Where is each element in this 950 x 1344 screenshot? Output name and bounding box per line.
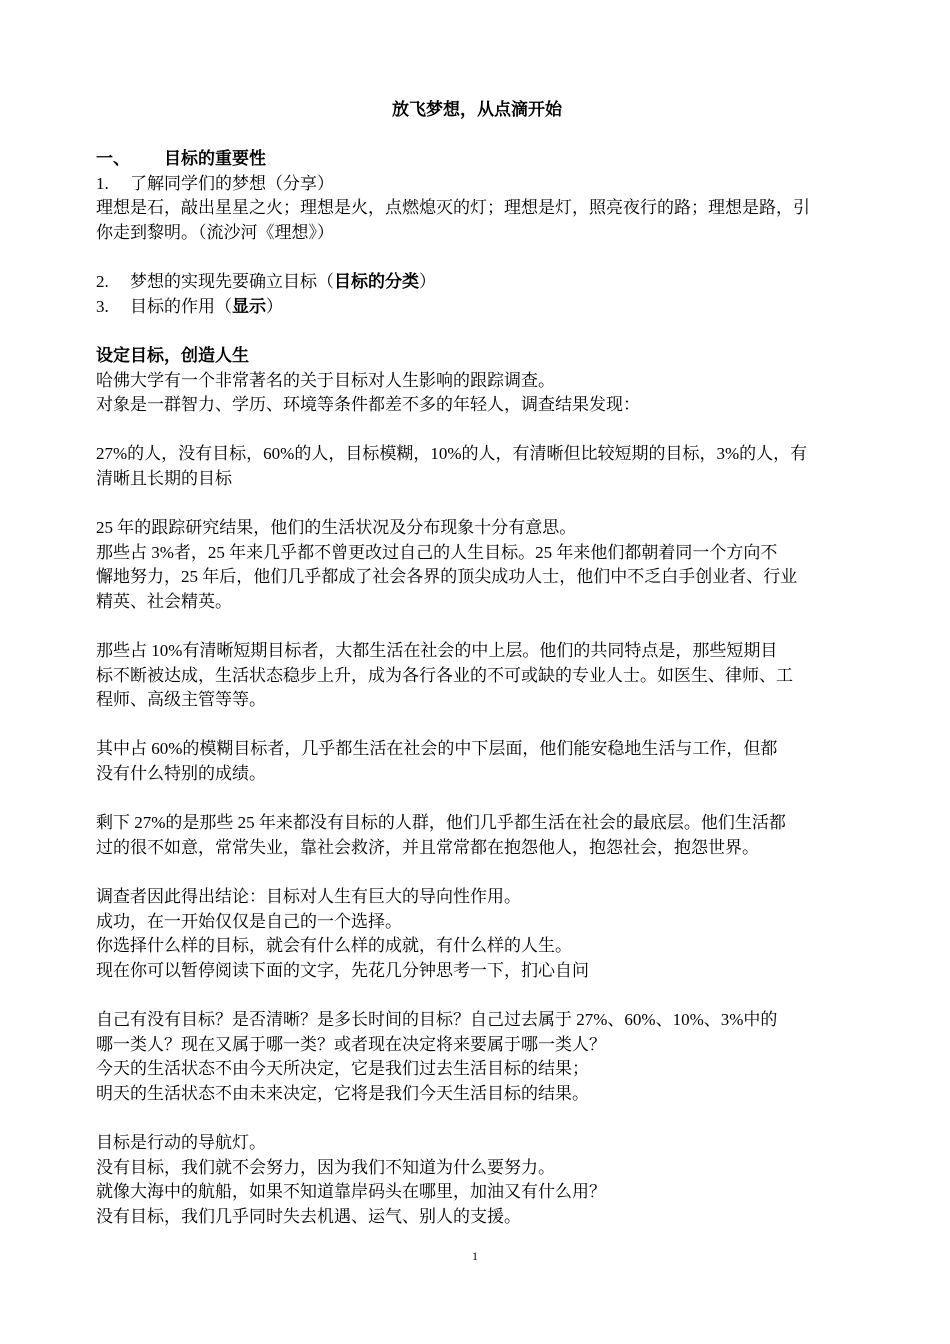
paragraph: 没有目标，我们就不会努力，因为我们不知道为什么要努力。 — [96, 1157, 555, 1177]
blank-line — [96, 1106, 858, 1131]
paragraph: 那些占 3%者，25 年来几乎都不曾更改过自己的人生目标。25 年来他们都朝着同一个方向不 — [96, 542, 778, 562]
paragraph: 剩下 27%的是那些 25 年来都没有目标的人群，他们几乎都生活在社会的最底层。他们生活都 — [96, 813, 786, 833]
paragraph: 哈佛大学有一个非常著名的关于目标对人生影响的跟踪调查。 — [96, 370, 555, 390]
list-emphasis: 目标的分类 — [334, 272, 419, 292]
list-number: 2. — [96, 272, 109, 292]
poem-quote-line-1: 理想是石，敲出星星之火；理想是火，点燃熄灭的灯；理想是灯，照亮夜行的路；理想是路，引 — [96, 198, 810, 218]
page-number: 1 — [472, 1249, 478, 1263]
blank-line — [96, 492, 858, 517]
paragraph: 就像大海中的航船，如果不知道靠岸码头在哪里，加油又有什么用？ — [96, 1182, 606, 1202]
list-text: 目标的作用（ — [130, 296, 232, 316]
poem-quote-line-2: 你走到黎明。（流沙河《理想》） — [96, 222, 334, 242]
paragraph: 今天的生活状态不由今天所决定，它是我们过去生活目标的结果； — [96, 1059, 589, 1079]
document-body — [96, 98, 858, 1229]
paragraph: 你选择什么样的目标，就会有什么样的成就，有什么样的人生。 — [96, 936, 572, 956]
paragraph: 那些占 10%有清晰短期目标者，大都生活在社会的中上层。他们的共同特点是，那些短期目 — [96, 641, 778, 661]
section-title: 目标的重要性 — [164, 149, 266, 169]
list-item-1 — [96, 172, 858, 197]
paragraph: 对象是一群智力、学历、环境等条件都差不多的年轻人，调查结果发现： — [96, 395, 640, 415]
blank-line — [96, 246, 858, 271]
document-title: 放飞梦想，从点滴开始 — [392, 100, 562, 119]
paragraph: 调查者因此得出结论：目标对人生有巨大的导向性作用。 — [96, 887, 521, 906]
blank-line — [96, 614, 858, 639]
paragraph: 其中占 60%的模糊目标者，几乎都生活在社会的中下层面，他们能安稳地生活与工作，但都 — [96, 739, 778, 759]
paragraph: 标不断被达成，生活状态稳步上升，成为各行各业的不可或缺的专业人士。如医生、律师、工 — [96, 665, 793, 685]
blank-line — [96, 713, 858, 738]
paragraph: 明天的生活状态不由未来决定，它将是我们今天生活目标的结果。 — [96, 1083, 589, 1103]
list-text: 梦想的实现先要确立目标（ — [130, 272, 334, 292]
list-close: ） — [266, 296, 283, 316]
list-text: 了解同学们的梦想（分享） — [130, 173, 334, 193]
paragraph: 清晰且长期的目标 — [96, 468, 232, 488]
blank-line — [96, 787, 858, 812]
paragraph: 25 年的跟踪研究结果，他们的生活状况及分布现象十分有意思。 — [96, 518, 577, 538]
blank-line — [96, 983, 858, 1008]
section-heading-set-goals: 设定目标，创造人生 — [96, 345, 249, 365]
paragraph: 哪一类人？现在又属于哪一类？或者现在决定将来要属于哪一类人？ — [96, 1034, 606, 1054]
list-close: ） — [419, 272, 436, 292]
section-heading-importance — [96, 147, 858, 172]
list-item-2 — [96, 270, 858, 295]
paragraph: 精英、社会精英。 — [96, 591, 232, 611]
paragraph: 过的很不如意，常常失业，靠社会救济，并且常常都在抱怨他人，抱怨社会，抱怨世界。 — [96, 837, 759, 857]
paragraph: 27%的人，没有目标，60%的人，目标模糊，10%的人，有清晰但比较短期的目标，3%的人，有 — [96, 444, 808, 464]
paragraph: 没有什么特别的成绩。 — [96, 764, 266, 784]
paragraph: 成功，在一开始仅仅是自己的一个选择。 — [96, 911, 402, 931]
paragraph: 自己有没有目标？是否清晰？是多长时间的目标？自己过去属于 27%、60%、10%、3%中的 — [96, 1009, 778, 1029]
blank-line — [96, 860, 858, 885]
blank-line — [96, 319, 858, 344]
list-number: 3. — [96, 296, 109, 316]
list-item-3 — [96, 295, 858, 320]
paragraph: 程师、高级主管等等。 — [96, 690, 266, 710]
section-number: 一、 — [96, 149, 130, 169]
paragraph: 现在你可以暂停阅读下面的文字，先花几分钟思考一下，扪心自问 — [96, 960, 589, 980]
blank-line — [96, 418, 858, 443]
paragraph: 目标是行动的导航灯。 — [96, 1132, 266, 1152]
list-number: 1. — [96, 173, 109, 193]
paragraph: 懈地努力，25 年后，他们几乎都成了社会各界的顶尖成功人士，他们中不乏白手创业者、行业 — [96, 567, 798, 587]
list-emphasis: 显示 — [232, 296, 266, 316]
blank-line — [96, 123, 858, 148]
paragraph: 没有目标，我们几乎同时失去机遇、运气、别人的支援。 — [96, 1206, 521, 1226]
